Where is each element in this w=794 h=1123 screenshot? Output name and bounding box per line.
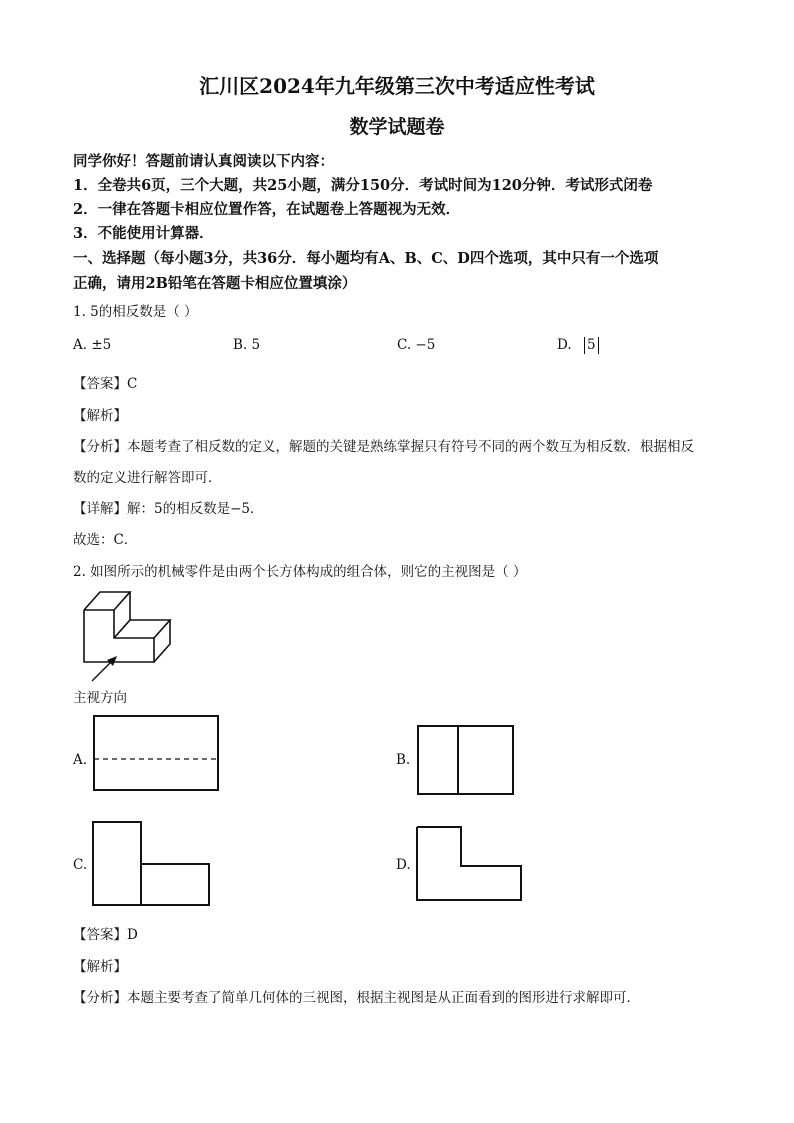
q1-option-d-label: D.	[557, 337, 572, 353]
q2-option-b-label: B.	[396, 752, 411, 768]
q2-answer: 【答案】D	[73, 927, 138, 943]
q1-answer: 【答案】C	[73, 376, 138, 392]
q1-detail: 【详解】解：5的相反数是−5．	[73, 501, 264, 517]
q1-option-a: A. ±5	[73, 337, 112, 353]
section-heading-line1: 一、选择题（每小题3分，共36分．每小题均有A、B、C、D四个选项，其中只有一个选项	[73, 250, 659, 267]
q2-option-b-figure	[417, 725, 514, 795]
notice-greeting: 同学你好！答题前请认真阅读以下内容：	[73, 153, 334, 170]
notice-item-3: 3．不能使用计算器．	[73, 225, 214, 242]
q2-analysis-tag: 【解析】	[73, 959, 127, 975]
q2-option-a-label: A.	[73, 752, 88, 768]
q2-option-d-label: D.	[396, 857, 411, 873]
q1-analysis-line2: 数的定义进行解答即可．	[73, 470, 222, 486]
q2-direction-label: 主视方向	[73, 690, 127, 706]
q1-stem: 1. 5的相反数是（ ）	[73, 304, 198, 320]
q2-option-c-figure	[92, 821, 211, 907]
exam-subtitle: 数学试题卷	[349, 116, 445, 138]
section-heading-line2: 正确，请用2B铅笔在答题卡相应位置填涂）	[73, 275, 357, 292]
notice-item-2: 2．一律在答题卡相应位置作答，在试题卷上答题视为无效．	[73, 201, 461, 218]
q1-choice: 故选：C．	[73, 532, 138, 548]
q1-option-d	[557, 337, 599, 354]
q1-option-c: C. −5	[397, 337, 436, 353]
q1-analysis-tag: 【解析】	[73, 408, 127, 424]
q2-option-d-figure	[416, 826, 524, 902]
q2-stem: 2. 如图所示的机械零件是由两个长方体构成的组合体，则它的主视图是（ ）	[73, 564, 527, 580]
q2-option-a-figure	[93, 715, 219, 791]
notice-item-1: 1．全卷共6页，三个大题，共25小题，满分150分．考试时间为120分钟．考试形式闭卷	[73, 177, 653, 194]
q1-option-b: B. 5	[233, 337, 261, 353]
q2-analysis: 【分析】本题主要考查了简单几何体的三视图，根据主视图是从正面看到的图形进行求解即可．	[73, 990, 640, 1006]
q2-option-c-label: C.	[73, 857, 88, 873]
q2-3d-part-figure	[70, 586, 180, 686]
q1-option-d-abs-value: 5	[584, 337, 599, 354]
exam-title: 汇川区2024年九年级第三次中考适应性考试	[199, 74, 595, 98]
q1-analysis-line1: 【分析】本题考查了相反数的定义，解题的关键是熟练掌握只有符号不同的两个数互为相反数．根据相反	[73, 439, 694, 455]
